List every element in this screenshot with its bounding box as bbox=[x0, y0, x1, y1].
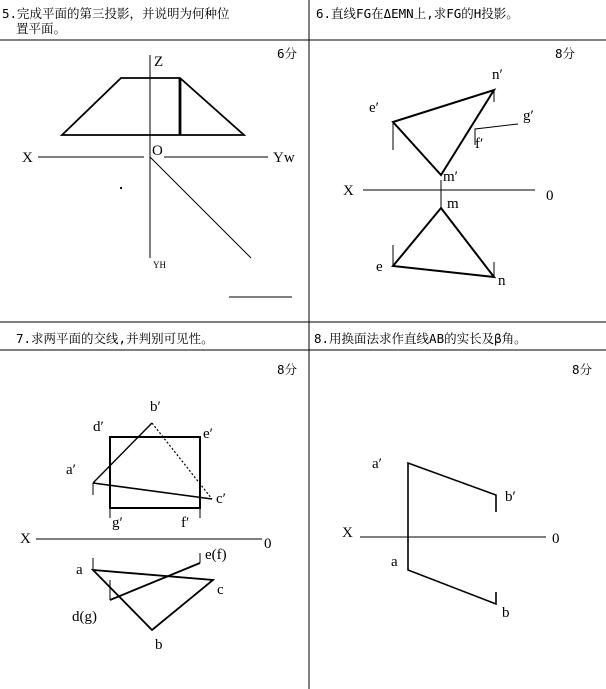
q6-label-g: g′ bbox=[523, 108, 534, 124]
q6-label-n-h: n bbox=[498, 273, 506, 289]
q6-triangle-h bbox=[393, 208, 494, 277]
q6-label-e-h: e bbox=[376, 259, 383, 275]
q8-title: 8.用换面法求作直线AB的实长及β角。 bbox=[314, 331, 527, 346]
q7-rect-v bbox=[110, 437, 200, 508]
q8-label-x: X bbox=[342, 525, 353, 541]
q7-label-origin: 0 bbox=[264, 536, 272, 552]
q5-label-yh: YH bbox=[153, 260, 166, 270]
q8-projection bbox=[408, 463, 496, 604]
q8-label-origin: 0 bbox=[552, 531, 560, 547]
q8-label-a-h: a bbox=[391, 554, 398, 570]
q5-trapezoid bbox=[62, 78, 244, 135]
q7-line-dg-ef bbox=[110, 563, 200, 600]
q6-label-m: m′ bbox=[443, 169, 458, 185]
q5-label-z: Z bbox=[154, 54, 164, 70]
q6-label-x: X bbox=[343, 183, 354, 199]
q8-label-b-h: b bbox=[502, 605, 510, 621]
q5-title-line2: 置平面。 bbox=[16, 21, 67, 36]
q8-label-a: a′ bbox=[372, 456, 382, 472]
q7-label-f: f′ bbox=[181, 515, 190, 531]
q8-drawing bbox=[360, 463, 546, 604]
q6-label-e: e′ bbox=[369, 100, 379, 116]
q7-label-e: e′ bbox=[203, 426, 213, 442]
q7-drawing bbox=[36, 423, 262, 630]
q8-label-b: b′ bbox=[505, 489, 516, 505]
q8-score: 8分 bbox=[572, 362, 593, 377]
q5-score: 6分 bbox=[277, 46, 298, 61]
q7-label-dg-h: d(g) bbox=[72, 609, 97, 625]
q7-label-ef-h: e(f) bbox=[205, 547, 227, 563]
q6-score: 8分 bbox=[555, 46, 576, 61]
q5-label-x: X bbox=[22, 150, 33, 166]
q5-dot bbox=[120, 187, 121, 188]
q5-label-origin: O bbox=[152, 143, 163, 159]
q6-label-n: n′ bbox=[492, 67, 503, 83]
q5-45-line bbox=[150, 157, 251, 258]
q7-score: 8分 bbox=[277, 362, 298, 377]
q6-triangle-v bbox=[393, 90, 494, 175]
q7-label-c-h: c bbox=[217, 582, 224, 598]
q7-label-a-h: a bbox=[76, 562, 83, 578]
q7-label-d: d′ bbox=[93, 419, 104, 435]
q5-label-yw: Yw bbox=[273, 150, 295, 166]
q6-title: 6.直线FG在ΔEMN上,求FG的H投影。 bbox=[316, 6, 519, 21]
q6-label-m-h: m bbox=[447, 196, 459, 212]
q6-label-f: f′ bbox=[475, 136, 484, 152]
q7-label-c: c′ bbox=[216, 491, 226, 507]
q7-label-a: a′ bbox=[66, 462, 76, 478]
q6-label-origin: 0 bbox=[546, 188, 554, 204]
q7-label-x: X bbox=[20, 531, 31, 547]
q7-title: 7.求两平面的交线,并判别可见性。 bbox=[16, 331, 214, 346]
q5-title-line1: 5.完成平面的第三投影，并说明为何种位 bbox=[2, 6, 230, 21]
q7-label-b: b′ bbox=[150, 399, 161, 415]
q7-label-g: g′ bbox=[112, 515, 123, 531]
q7-label-b-h: b bbox=[155, 637, 163, 653]
